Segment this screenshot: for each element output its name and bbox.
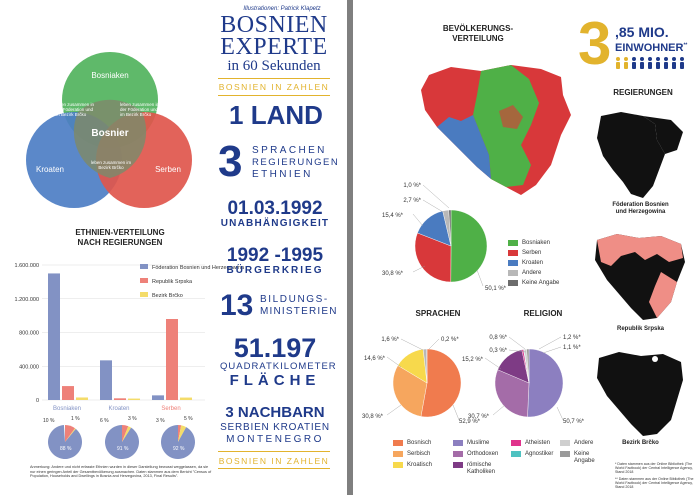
pie-leader-line <box>429 339 439 349</box>
brcko-base <box>597 352 683 436</box>
map-federation <box>593 110 688 200</box>
pie-leader-line <box>423 185 449 208</box>
right-page <box>353 0 700 495</box>
venn-note-bs-sr: leben zusammen in der Föderation und im Bezirk Brčko <box>120 102 160 117</box>
divider-top <box>218 78 330 79</box>
population-legend-item <box>508 248 588 258</box>
pie-slice-label: 30,8 %* <box>361 414 383 420</box>
fact-land-word: LAND <box>250 100 323 130</box>
person-icon <box>648 62 652 69</box>
fact-war-label: BÜRGERKRIEG <box>226 265 324 276</box>
bar-ytick-label: 1.600.000 <box>14 263 39 269</box>
gov-label-federation-l2: und Herzegowina <box>615 209 666 215</box>
bar <box>62 386 74 400</box>
venn-note-brcko: leben zusammen im Bezirk Brčko <box>90 160 132 170</box>
legend-label: römische <box>467 462 492 468</box>
small-pie-label: 1 % <box>71 416 80 422</box>
fact-ethnien: ETHNIEN <box>252 169 313 180</box>
bar-ytick-label: 800.000 <box>19 330 39 337</box>
venn-label-serben: Serben <box>155 165 181 174</box>
bar-category-label: Bosniaken <box>52 406 82 412</box>
legend-swatch <box>453 462 463 468</box>
legend-swatch <box>453 451 463 457</box>
person-icon <box>680 57 684 61</box>
pie-slice-label: 1,6 %* <box>381 337 399 343</box>
bar-category-label: Kroaten <box>108 406 130 412</box>
fact-edu-label <box>260 294 338 318</box>
pie-leader-line <box>401 339 423 350</box>
governments-title: REGIERUNGEN <box>613 88 673 97</box>
legend-label-wrap <box>525 440 550 447</box>
legend-label: Serbisch <box>407 451 431 457</box>
gov-label-brcko: Bezirk Brčko <box>622 440 659 446</box>
person-icon <box>672 57 676 61</box>
bottom-legend-item <box>560 451 595 465</box>
pie-slice-label: 30,7 %* <box>467 414 489 420</box>
main-title <box>214 14 334 75</box>
bottom-legend-item <box>453 440 489 447</box>
legend-label-wrap <box>574 440 593 447</box>
pie-leader-line <box>453 405 459 420</box>
bar-chart-title-line1: ETHNIEN-VERTEILUNG <box>75 228 165 237</box>
small-pie-label: 5 % <box>184 416 193 422</box>
pie-slice-label: 0,2 %* <box>441 337 459 343</box>
fact-date: 01.03.1992 <box>227 198 323 219</box>
person-icon <box>656 57 660 61</box>
bottom-legend-item <box>393 462 432 469</box>
legend-label: Agnostiker <box>525 451 554 457</box>
fact-edu-line2: MINISTERIEN <box>260 306 338 317</box>
person-icon <box>624 62 628 69</box>
fact-area-line1: QUADRATKILOMETER <box>220 361 337 372</box>
population-title-line2: VERTEILUNG <box>452 34 504 43</box>
legend-label: Kroaten <box>522 260 544 266</box>
population-legend <box>508 238 588 288</box>
sprachen-title: SPRACHEN <box>415 309 461 318</box>
fact-neighbors-line2: MONTENEGRO <box>226 434 324 445</box>
bar-legend-swatch <box>140 278 148 283</box>
legend-label-wrap <box>467 462 495 476</box>
map-brcko <box>593 350 688 438</box>
legend-label: Katholiken <box>467 469 496 475</box>
legend-swatch <box>508 270 518 276</box>
pie-slice-label: 50,7 %* <box>563 419 585 425</box>
fact-area-line2: FLÄCHE <box>229 372 321 389</box>
legend-label: Muslime <box>467 440 490 446</box>
fact-war: 1992 -1995 <box>226 245 324 266</box>
population-legend-item <box>508 258 588 268</box>
legend-label: Serben <box>522 250 542 256</box>
bottom-legend <box>393 440 603 485</box>
bar-chart-title <box>30 228 210 248</box>
fact-land <box>222 100 330 130</box>
person-icon <box>664 57 668 61</box>
divider-2 <box>218 95 330 96</box>
population-legend-item <box>508 278 588 288</box>
small-pie-label: 3 % <box>156 418 165 424</box>
fact-edu-line1: BILDUNGS- <box>260 294 329 305</box>
small-pie-label: 10 % <box>43 418 55 424</box>
fact-neighbors-line1: SERBIEN KROATIEN <box>220 422 330 433</box>
bottom-legend-item <box>560 440 593 447</box>
footer-subtitle: BOSNIEN IN ZAHLEN <box>218 456 330 466</box>
bottom-legend-item <box>511 451 553 458</box>
legend-label-wrap <box>574 451 595 465</box>
legend-label: Bosnisch <box>407 440 432 446</box>
legend-label: Orthodoxen <box>467 451 499 457</box>
person-icon <box>664 62 668 69</box>
legend-swatch <box>453 440 463 446</box>
bar-category-label: Serben <box>161 406 181 412</box>
bottom-legend-item <box>453 462 495 476</box>
map-republik-srpska <box>591 232 691 322</box>
fact-neighbors: 3 NACHBARN <box>225 404 325 421</box>
small-pies <box>40 412 210 464</box>
pie-slice <box>451 210 487 282</box>
fact-regierungen: REGIERUNGEN <box>252 157 340 168</box>
bar <box>180 398 192 400</box>
pie-slice-label: 1,0 %* <box>403 183 421 189</box>
pie-leader-line <box>413 214 423 226</box>
person-icon <box>672 62 676 69</box>
bar-legend-swatch <box>140 264 148 269</box>
legend-label: Angabe <box>574 458 595 464</box>
bar-legend-label: Föderation Bosnien und Herzegowina <box>152 265 245 271</box>
person-icon <box>640 62 644 69</box>
pie-slice-label: 14,6 %* <box>363 356 385 362</box>
pie-leader-line <box>509 337 525 349</box>
bar-chart-title-line2: NACH REGIERUNGEN <box>77 238 163 247</box>
small-pie-slice <box>105 425 139 459</box>
venn-label-kroaten: Kroaten <box>35 165 65 174</box>
pie-slice-label: 2,7 %* <box>403 198 421 204</box>
venn-center-label: Bosnier <box>91 128 129 139</box>
legend-swatch <box>508 240 518 246</box>
person-icon <box>680 62 684 69</box>
pie-slice-label: 0,8 %* <box>489 335 507 341</box>
population-legend-item <box>508 238 588 248</box>
bottom-legend-item <box>393 440 431 447</box>
pie-slice-label: 30,8 %* <box>381 271 403 277</box>
person-icon <box>616 57 620 61</box>
legend-swatch <box>508 280 518 286</box>
pie-leader-line <box>539 337 561 349</box>
legend-swatch <box>511 440 521 446</box>
credit: Illustrationen: Patrick Klapetz <box>243 6 321 12</box>
gov-label-srpska: Republik Srpska <box>616 326 664 332</box>
pie-slice-label: 1,2 %* <box>563 335 581 341</box>
pie-leader-line <box>493 405 505 415</box>
divider-3 <box>218 451 330 452</box>
fact-three-list <box>252 145 340 181</box>
person-icon <box>632 57 636 61</box>
legend-swatch <box>508 250 518 256</box>
bar <box>152 395 164 400</box>
fact-area: 51.197 <box>233 333 317 363</box>
population-million: ,85 MIO. <box>615 24 669 40</box>
fact-edu-number: 13 <box>220 289 254 322</box>
subtitle: BOSNIEN IN ZAHLEN <box>218 82 330 92</box>
person-icon <box>624 57 628 61</box>
bar <box>100 360 112 400</box>
bar <box>76 397 88 400</box>
fact-land-number: 1 <box>229 100 244 130</box>
bottom-legend-item <box>453 451 498 458</box>
legend-swatch <box>393 451 403 457</box>
population-pie <box>373 178 523 298</box>
people-icons <box>615 56 695 70</box>
person-icon <box>656 62 660 69</box>
small-pie-label: 92 % <box>173 446 185 452</box>
venn-diagram <box>20 50 200 210</box>
pie-leader-line <box>477 270 483 286</box>
pie-leader-line <box>485 358 501 369</box>
bar <box>48 273 60 400</box>
religion-title: RELIGION <box>523 309 563 318</box>
legend-swatch <box>511 451 521 457</box>
small-pie-label: 91 % <box>117 446 129 452</box>
small-pie-label: 6 % <box>100 418 109 424</box>
title-line2: EXPERTE <box>220 34 328 60</box>
legend-label: Atheisten <box>525 440 551 446</box>
legend-label-wrap <box>525 451 553 458</box>
population-word-text: EINWOHNER <box>615 42 684 54</box>
left-page <box>0 0 347 495</box>
legend-swatch <box>393 440 403 446</box>
bottom-legend-item <box>511 440 550 447</box>
legend-label-wrap <box>467 440 489 447</box>
person-icon <box>640 57 644 61</box>
legend-swatch <box>393 462 403 468</box>
population-footnote-mark: ** <box>683 42 688 49</box>
legend-label-wrap <box>467 451 498 458</box>
venn-label-bosniaken: Bosniaken <box>91 71 129 80</box>
pie-leader-line <box>387 357 401 367</box>
bar <box>166 319 178 400</box>
pie-slice-label: 15,2 %* <box>461 357 483 363</box>
legend-swatch <box>560 451 570 457</box>
legend-label-wrap <box>407 462 432 469</box>
bar <box>114 398 126 400</box>
legend-label-wrap <box>407 440 431 447</box>
left-footnote: Anmerkung: Andere und nicht erfasste Ethnien wurden in dieser Darstellung bewusst weggelassen, da sie nur einen geringen Anteil der Gesamtbevölkerung ausmachen. Daten stammen aus dem Bericht "Census of Population, Households and Dwellings in Bosnia and Herzegovina, 2013, Final Results". <box>30 465 212 479</box>
bottom-legend-item <box>393 451 430 458</box>
population-word <box>615 42 687 54</box>
fact-date-label: UNABHÄNGIGKEIT <box>220 218 330 229</box>
title-line1: BOSNIEN <box>220 12 328 38</box>
person-icon <box>616 62 620 69</box>
brcko-district <box>652 356 658 362</box>
pie-leader-line <box>543 347 561 353</box>
bar-ytick-label: 0 <box>35 398 39 404</box>
pie-slice-label: 15,4 %* <box>381 213 403 219</box>
person-icon <box>632 62 636 69</box>
right-footnote-2: ** Daten stammen aus der Online Bibliothek (The World Factbook) der Central Intelligence Agency, Stand 2018 <box>615 477 694 490</box>
pie-slice-label: 1,1 %* <box>563 345 581 351</box>
legend-label-wrap <box>407 451 430 458</box>
bar-legend-label: Bezirk Brčko <box>152 293 183 299</box>
fact-sprachen: SPRACHEN <box>252 145 327 156</box>
legend-label: Andere <box>522 270 542 276</box>
right-footnote-1: * Daten stammen aus der Online Bibliothek (The World Factbook) der Central Intelligence Agency, Stand 2018 <box>615 462 693 475</box>
fact-three: 3 <box>218 137 243 186</box>
pie-leader-line <box>387 405 401 415</box>
population-legend-item <box>508 268 588 278</box>
population-title-line1: BEVÖLKERUNGS- <box>442 24 514 33</box>
legend-label: Bosniaken <box>522 240 551 246</box>
venn-note-federation: leben zusammen in der Föderation und im Bezirk Brčko <box>55 102 95 117</box>
legend-label: Keine <box>574 451 590 457</box>
bar <box>128 399 140 400</box>
pie-leader-line <box>423 200 443 212</box>
bar-ytick-label: 1.200.000 <box>14 296 39 303</box>
legend-swatch <box>508 260 518 266</box>
small-pie-label: 88 % <box>60 446 72 452</box>
pie-slice-label: 0,3 %* <box>489 348 507 354</box>
legend-swatch <box>560 440 570 446</box>
pie-slice-label: 50,1 %* <box>485 286 507 292</box>
bar-legend-swatch <box>140 292 148 297</box>
divider-4 <box>218 468 330 469</box>
federation-territory <box>597 112 665 198</box>
person-icon <box>648 57 652 61</box>
pie-slice-label: 52,9 %* <box>459 419 481 425</box>
small-pie-label: 3 % <box>128 416 137 422</box>
population-big-number: 3 <box>578 10 612 77</box>
population-title <box>423 24 533 44</box>
title-line3: in 60 Sekunden <box>227 58 321 74</box>
gov-label-federation <box>593 202 688 216</box>
legend-label: Keine Angabe <box>522 280 560 286</box>
pie-slice <box>528 349 563 417</box>
bar-legend-label: Republik Srpska <box>152 279 193 285</box>
legend-label: Kroatisch <box>407 462 433 468</box>
legend-label: Andere <box>574 440 594 446</box>
bar-ytick-label: 400.000 <box>19 364 39 371</box>
gov-label-federation-l1: Föderation Bosnien <box>612 202 669 208</box>
